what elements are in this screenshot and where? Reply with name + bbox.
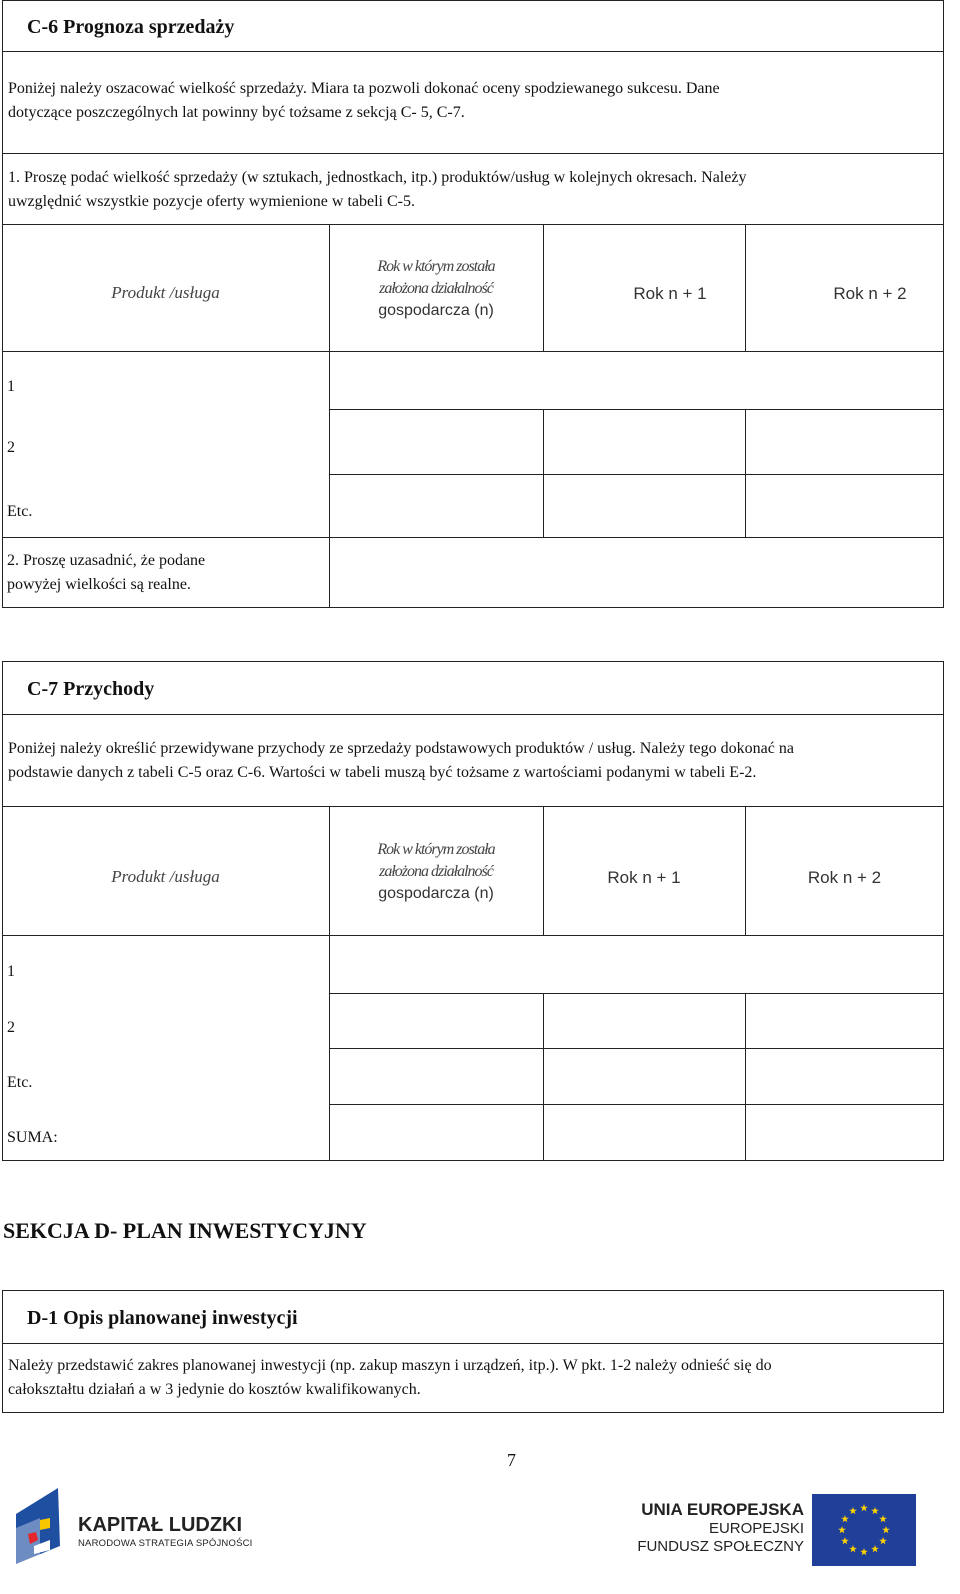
eu-logo — [637, 1494, 924, 1574]
c7-title: C-7 Przychody — [27, 678, 155, 700]
c6-title: C-6 Prognoza sprzedaży — [27, 16, 235, 38]
c6-header-founding-year — [329, 256, 543, 322]
c6-row-label-etc: Etc. — [7, 503, 33, 520]
kapital-ludzki-title: KAPITAŁ LUDZKI — [78, 1514, 243, 1536]
eu-flag-icon — [812, 1494, 916, 1566]
c6-header-year-line2: założona działalność — [379, 280, 493, 297]
c6-row-label-2: 2 — [7, 439, 15, 456]
c7-header-founding-year — [329, 839, 543, 905]
c7-header-year-n1: Rok n + 1 — [607, 868, 681, 887]
page-number: 7 — [507, 1450, 516, 1470]
section-d-title: SEKCJA D- PLAN INWESTYCYJNY — [3, 1218, 367, 1243]
c7-row-label-2: 2 — [7, 1019, 15, 1036]
c7-header-product: Produkt /usługa — [111, 867, 220, 886]
c6-intro-line2: dotyczące poszczególnych lat powinny być tożsame z sekcją C- 5, C-7. — [8, 104, 465, 121]
c7-row-label-1: 1 — [7, 963, 15, 980]
c6-header-year-line1: Rok w którym została — [377, 258, 495, 275]
kapital-ludzki-subtitle: NARODOWA STRATEGIA SPÓJNOŚCI — [78, 1538, 253, 1549]
c6-row-label-1: 1 — [7, 378, 15, 395]
c6-header-product: Produkt /usługa — [111, 283, 220, 302]
c6-question1-line1: 1. Proszę podać wielkość sprzedaży (w sztukach, jednostkach, itp.) produktów/usług w kolejnych okresach. Należy — [8, 169, 747, 186]
d1-intro-line2: całokształtu działań a w 3 jedynie do kosztów kwalifikowanych. — [8, 1381, 421, 1398]
c6-question2-line2: powyżej wielkości są realne. — [7, 576, 191, 593]
c7-header-year-line3: gospodarcza (n) — [378, 885, 494, 902]
c7-header-year-line2: założona działalność — [379, 863, 493, 880]
c7-row-label-sum: SUMA: — [7, 1129, 58, 1146]
c6-intro-line1: Poniżej należy oszacować wielkość sprzedaży. Miara ta pozwoli dokonać oceny spodziewanego sukcesu. Dane — [8, 80, 720, 97]
c6-header-year-n2: Rok n + 2 — [833, 284, 907, 303]
c6-question2-line1: 2. Proszę uzasadnić, że podane — [7, 552, 206, 569]
c7-intro-line1: Poniżej należy określić przewidywane przychody ze sprzedaży podstawowych produktów / usług. Należy tego dokonać na — [8, 740, 794, 757]
c6-question1-line2: uwzględnić wszystkie pozycje oferty wymienione w tabeli C-5. — [8, 193, 415, 210]
c6-header-year-line3: gospodarcza (n) — [378, 302, 494, 319]
kapital-ludzki-emblem-icon — [10, 1488, 74, 1568]
kapital-ludzki-logo — [10, 1488, 260, 1568]
eu-logo-line1: UNIA EUROPEJSKA — [641, 1500, 804, 1519]
eu-logo-line3: FUNDUSZ SPOŁECZNY — [637, 1538, 804, 1555]
c7-intro-line2: podstawie danych z tabeli C-5 oraz C-6. Wartości w tabeli muszą być tożsame z wartościami podanymi w tabeli E-2. — [8, 764, 757, 781]
c7-row-label-etc: Etc. — [7, 1074, 33, 1091]
d1-intro-line1: Należy przedstawić zakres planowanej inwestycji (np. zakup maszyn i urządzeń, itp.). W pkt. 1-2 należy odnieść się do — [8, 1357, 772, 1374]
c7-header-year-n2: Rok n + 2 — [807, 868, 882, 887]
d1-title: D-1 Opis planowanej inwestycji — [27, 1307, 298, 1329]
c7-section — [2, 661, 944, 1161]
c6-header-year-n1: Rok n + 1 — [633, 284, 707, 303]
eu-logo-line2: EUROPEJSKI — [708, 1520, 804, 1537]
c7-header-year-line1: Rok w którym została — [377, 841, 495, 858]
